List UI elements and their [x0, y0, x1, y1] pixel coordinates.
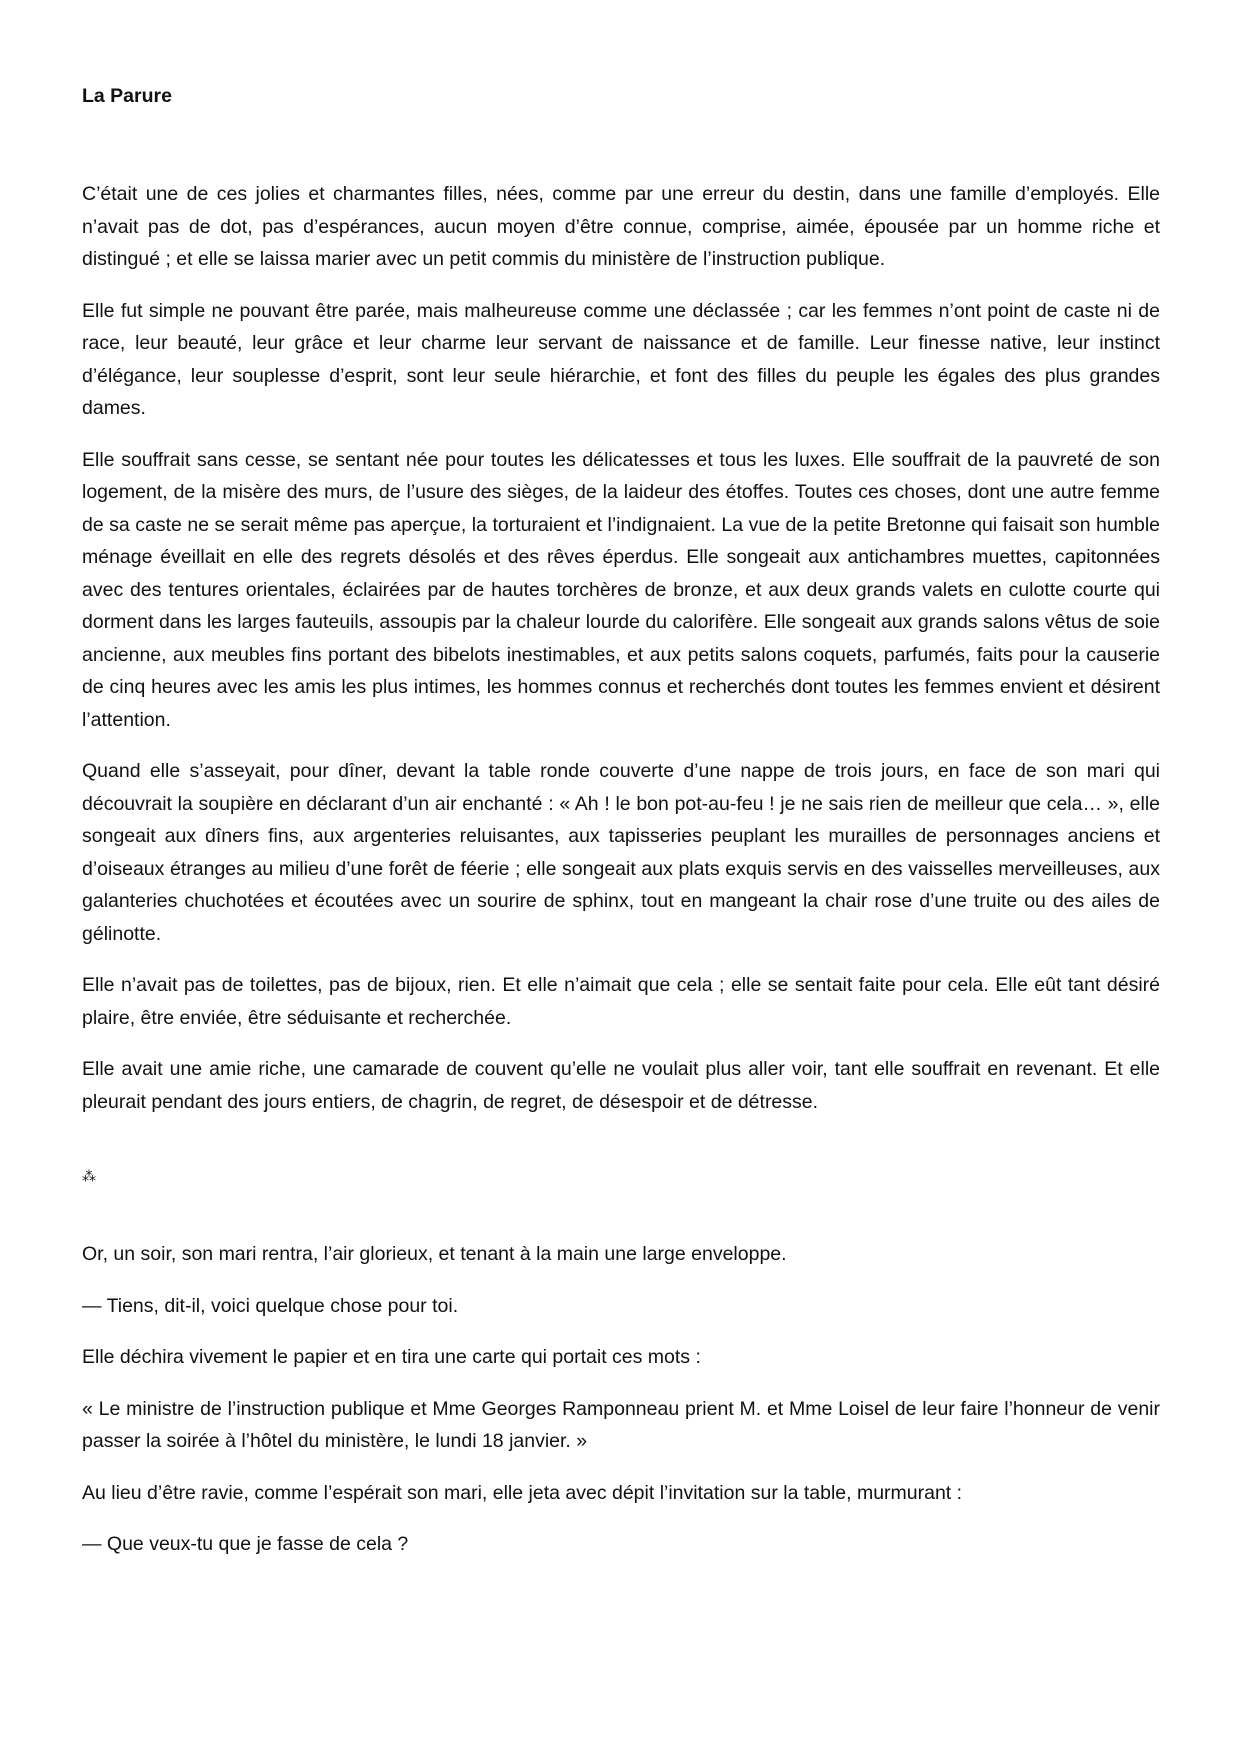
- paragraph-10: « Le ministre de l’instruction publique et Mme Georges Ramponneau prient M. et Mme Loisel de leur faire l’honneur de venir passer la soirée à l’hôtel du ministère, le lundi 18 janvier. »: [82, 1397, 1160, 1452]
- paragraph-6: Elle avait une amie riche, une camarade de couvent qu’elle ne voulait plus aller voir, tant elle souffrait en revenant. Et elle pleurait pendant des jours entiers, de chagrin, de regret, de désespoir et de détresse.: [82, 1058, 1160, 1113]
- document-page: [82, 80, 1160, 1580]
- paragraph-3: Elle souffrait sans cesse, se sentant née pour toutes les délicatesses et tous les luxes. Elle souffrait de la pauvreté de son logement, de la misère des murs, de l’usure des sièges, de la laideur des étoffes. Toutes ces choses, dont une autre femme de sa caste ne se serait même pas aperçue, la torturaient et l’indignaient. La vue de la petite Bretonne qui faisait son humble ménage éveillait en elle des regrets désolés et des rêves éperdus. Elle songeait aux antichambres muettes, capitonnées avec des tentures orientales, éclairées par de hautes torchères de bronze, et aux deux grands valets en culotte courte qui dorment dans les larges fauteuils, assoupis par la chaleur lourde du calorifère. Elle songeait aux grands salons vêtus de soie ancienne, aux meubles fins portant des bibelots inestimables, et aux petits salons coquets, parfumés, faits pour la causerie de cinq heures avec les amis les plus intimes, les hommes connus et recherchés dont toutes les femmes envient et désirent l’attention.: [82, 448, 1160, 731]
- paragraph-12: — Que veux-tu que je fasse de cela ?: [82, 1533, 409, 1555]
- paragraph-4: Quand elle s’asseyait, pour dîner, devant la table ronde couverte d’une nappe de trois jours, en face de son mari qui découvrait la soupière en déclarant d’un air enchanté : « Ah ! le bon pot-au-feu ! je ne sais rien de meilleur que cela… », elle songeait aux dîners fins, aux argenteries reluisantes, aux tapisseries peuplant les murailles de personnages anciens et d’oiseaux étranges au milieu d’une forêt de féerie ; elle songeait aux plats exquis servis en des vaisselles merveilleuses, aux galanteries chuchotées et écoutées avec un sourire de sphinx, tout en mangeant la chair rose d’une truite ou des ailes de gélinotte.: [82, 760, 1160, 945]
- document-body: [82, 178, 1160, 1118]
- paragraph-2: Elle fut simple ne pouvant être parée, mais malheureuse comme une déclassée ; car les femmes n’ont point de caste ni de race, leur beauté, leur grâce et leur charme leur servant de naissance et de famille. Leur finesse native, leur instinct d’élégance, leur souplesse d’esprit, sont leur seule hiérarchie, et font des filles du peuple les égales des plus grandes dames.: [82, 299, 1160, 419]
- paragraph-5: Elle n’avait pas de toilettes, pas de bijoux, rien. Et elle n’aimait que cela ; elle se sentait faite pour cela. Elle eût tant désiré plaire, être enviée, être séduisante et recherchée.: [82, 974, 1160, 1029]
- paragraph-7: Or, un soir, son mari rentra, l’air glorieux, et tenant à la main une large enveloppe.: [82, 1243, 787, 1265]
- document-section-2: [82, 1238, 1160, 1561]
- section-separator: ⁂: [82, 1168, 96, 1184]
- paragraph-8: — Tiens, dit-il, voici quelque chose pour toi.: [82, 1294, 459, 1317]
- paragraph-11: Au lieu d’être ravie, comme l’espérait son mari, elle jeta avec dépit l’invitation sur la table, murmurant :: [82, 1481, 963, 1504]
- paragraph-1: C’était une de ces jolies et charmantes filles, nées, comme par une erreur du destin, dans une famille d’employés. Elle n’avait pas de dot, pas d’espérances, aucun moyen d’être connue, comprise, aimée, épousée par un homme riche et distingué ; et elle se laissa marier avec un petit commis du ministère de l’instruction publique.: [82, 183, 1160, 270]
- document-title: La Parure: [82, 85, 172, 107]
- paragraph-9: Elle déchira vivement le papier et en tira une carte qui portait ces mots :: [82, 1346, 701, 1368]
